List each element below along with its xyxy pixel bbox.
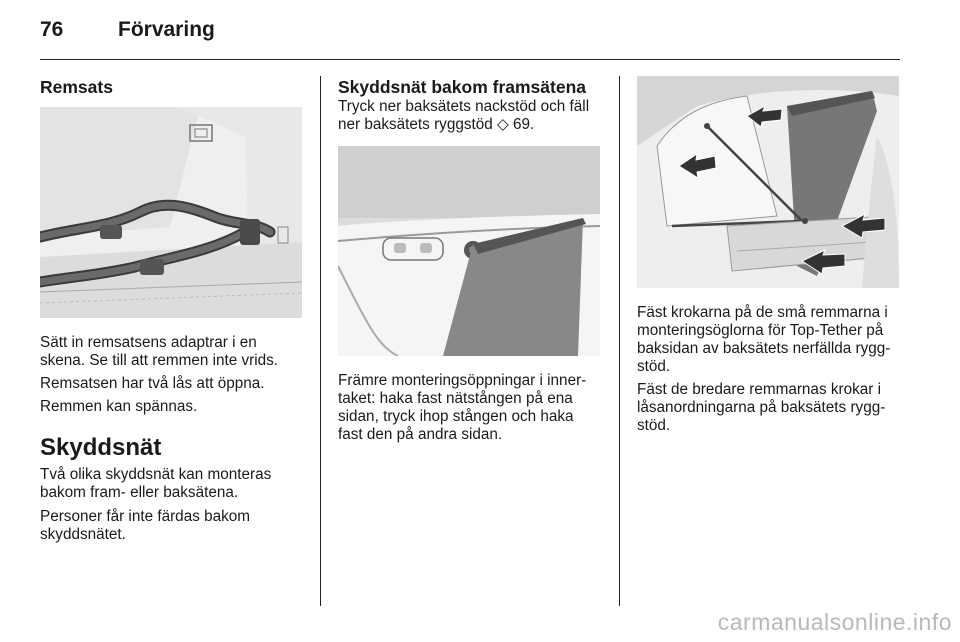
paragraph-attach-small-straps: Fäst krokarna på de små remmarna i monteringsöglorna för Top-Tether på baksidan av baksätets nerfällda rygg- stöd. [637, 304, 891, 375]
paragraph-fold-seats: Tryck ner baksätets nackstöd och fäll ner baksätets ryggstöd ◇ 69. [338, 98, 590, 133]
column-divider-2 [619, 76, 620, 606]
paragraph-insert-adapters: Sätt in remsatsens adaptrar i en skena. Se till att remmen inte vrids. [40, 334, 279, 369]
figure-strap-kit [40, 107, 302, 318]
watermark: carmanualsonline.info [717, 609, 952, 635]
paragraph-tension: Remmen kan spännas. [40, 398, 198, 415]
page-header [40, 18, 900, 58]
page-number: 76 [40, 18, 64, 41]
figure-roof-openings [338, 146, 600, 356]
chapter-title: Förvaring [118, 18, 215, 41]
paragraph-two-nets: Två olika skyddsnät kan monteras bakom fram- eller baksätena. [40, 466, 272, 501]
paragraph-two-locks: Remsatsen har två lås att öppna. [40, 375, 265, 392]
heading-skyddsnat: Skyddsnät [40, 434, 162, 461]
page-reference-icon: ◇ [497, 116, 509, 133]
figure-net-installed [637, 76, 899, 288]
paragraph-attach-wide-straps: Fäst de bredare remmarnas krokar i låsanordningarna på baksätets rygg- stöd. [637, 381, 886, 434]
heading-net-behind-front-seats: Skyddsnät bakom framsätena [338, 77, 587, 97]
paragraph-no-passengers: Personer får inte färdas bakom skyddsnätet. [40, 508, 251, 543]
column-divider-1 [320, 76, 321, 606]
header-rule [40, 59, 900, 60]
caption-roof-openings: Främre monteringsöppningar i inner- taket: haka fast nätstången på ena sidan, tryck ihop stången och haka fast den på andra sidan. [338, 372, 587, 443]
page-reference[interactable]: 69. [513, 116, 535, 133]
heading-remsats: Remsats [40, 77, 113, 97]
